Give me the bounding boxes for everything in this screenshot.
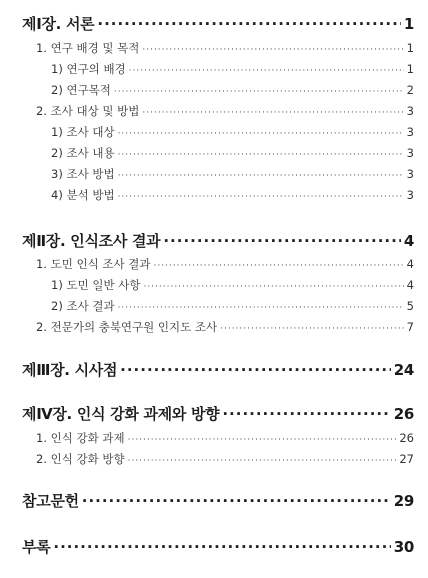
toc-subsection-1-1-2[interactable] [51, 82, 414, 98]
toc-page-number: 4 [406, 278, 414, 292]
toc-label: 1) 연구의 배경 [51, 62, 126, 76]
toc-leader-dots [118, 303, 404, 313]
toc-chapter-4[interactable] [22, 403, 414, 424]
toc-leader-dots [114, 87, 404, 97]
toc-label: 1. 연구 배경 및 목적 [36, 41, 140, 55]
toc-leader-dots [118, 129, 404, 139]
toc-label: 제Ⅲ장. 시사점 [22, 361, 118, 379]
toc-page-number: 27 [399, 452, 414, 466]
toc-section-1-1[interactable] [36, 40, 414, 56]
toc-label: 1. 인식 강화 과제 [36, 431, 125, 445]
toc-leader-dots [142, 108, 403, 118]
toc-page-number: 30 [393, 538, 414, 556]
toc-leader-dots [220, 324, 404, 334]
toc-label: 1) 도민 일반 사항 [51, 278, 141, 292]
toc-label: 3) 조사 방법 [51, 167, 115, 181]
toc-page-number: 3 [406, 146, 414, 160]
toc-subsection-2-1-2[interactable] [51, 298, 414, 314]
toc-page-number: 3 [406, 104, 414, 118]
toc-subsection-1-2-2[interactable] [51, 145, 414, 161]
toc-section-1-2[interactable] [36, 103, 414, 119]
toc-label: 2) 연구목적 [51, 83, 111, 97]
toc-label: 1. 도민 인식 조사 결과 [36, 257, 151, 271]
toc-page-number: 29 [393, 492, 414, 510]
toc-leader-dots [118, 150, 404, 160]
toc-label: 2) 조사 내용 [51, 146, 115, 160]
toc-label: 2. 조사 대상 및 방법 [36, 104, 140, 118]
toc-references[interactable] [22, 490, 414, 511]
toc-leader-dots [118, 171, 404, 181]
toc-leader-dots [97, 15, 400, 33]
toc-leader-dots [118, 192, 404, 202]
toc-section-2-2[interactable] [36, 319, 414, 335]
toc-label: 부록 [22, 538, 51, 556]
toc-chapter-3[interactable] [22, 359, 414, 380]
toc-page-number: 2 [406, 83, 414, 97]
toc-leader-dots [222, 405, 390, 423]
toc-label: 1) 조사 대상 [51, 125, 115, 139]
toc-page-number: 1 [406, 62, 414, 76]
toc-label: 참고문헌 [22, 492, 79, 510]
toc-label: 2. 전문가의 충북연구원 인지도 조사 [36, 320, 218, 334]
toc-leader-dots [129, 66, 404, 76]
toc-page-number: 1 [406, 41, 414, 55]
toc-chapter-2[interactable] [22, 230, 414, 251]
toc-subsection-1-1-1[interactable] [51, 61, 414, 77]
toc-subsection-1-2-4[interactable] [51, 187, 414, 203]
toc-section-4-1[interactable] [36, 430, 414, 446]
toc-leader-dots [143, 282, 403, 292]
toc-page-number: 3 [406, 167, 414, 181]
toc-label: 제Ⅳ장. 인식 강화 과제와 방향 [22, 405, 220, 423]
toc-page-number: 3 [406, 125, 414, 139]
toc-chapter-1[interactable] [22, 13, 414, 34]
toc-subsection-1-2-1[interactable] [51, 124, 414, 140]
toc-leader-dots [142, 45, 403, 55]
toc-label: 제Ⅱ장. 인식조사 결과 [22, 232, 161, 250]
toc-leader-dots [120, 361, 391, 379]
toc-section-2-1[interactable] [36, 256, 414, 272]
toc-subsection-2-1-1[interactable] [51, 277, 414, 293]
toc-section-4-2[interactable] [36, 451, 414, 467]
toc-page-number: 3 [406, 188, 414, 202]
toc-page-number: 24 [393, 361, 414, 379]
toc-leader-dots [53, 538, 390, 556]
toc-page-number: 1 [403, 15, 414, 33]
toc-appendix[interactable] [22, 536, 414, 557]
toc-leader-dots [153, 261, 403, 271]
toc-label: 2) 조사 결과 [51, 299, 115, 313]
toc-label: 2. 인식 강화 방향 [36, 452, 125, 466]
toc-label: 4) 분석 방법 [51, 188, 115, 202]
toc-page-number: 4 [403, 232, 414, 250]
toc-leader-dots [163, 232, 401, 250]
toc-leader-dots [128, 435, 397, 445]
toc-leader-dots [128, 456, 397, 466]
toc-page-number: 26 [399, 431, 414, 445]
toc-leader-dots [82, 492, 391, 510]
toc-page-number: 26 [393, 405, 414, 423]
toc-page-number: 7 [406, 320, 414, 334]
toc-page-number: 5 [406, 299, 414, 313]
toc-subsection-1-2-3[interactable] [51, 166, 414, 182]
toc-page-number: 4 [406, 257, 414, 271]
toc-label: 제Ⅰ장. 서론 [22, 15, 95, 33]
